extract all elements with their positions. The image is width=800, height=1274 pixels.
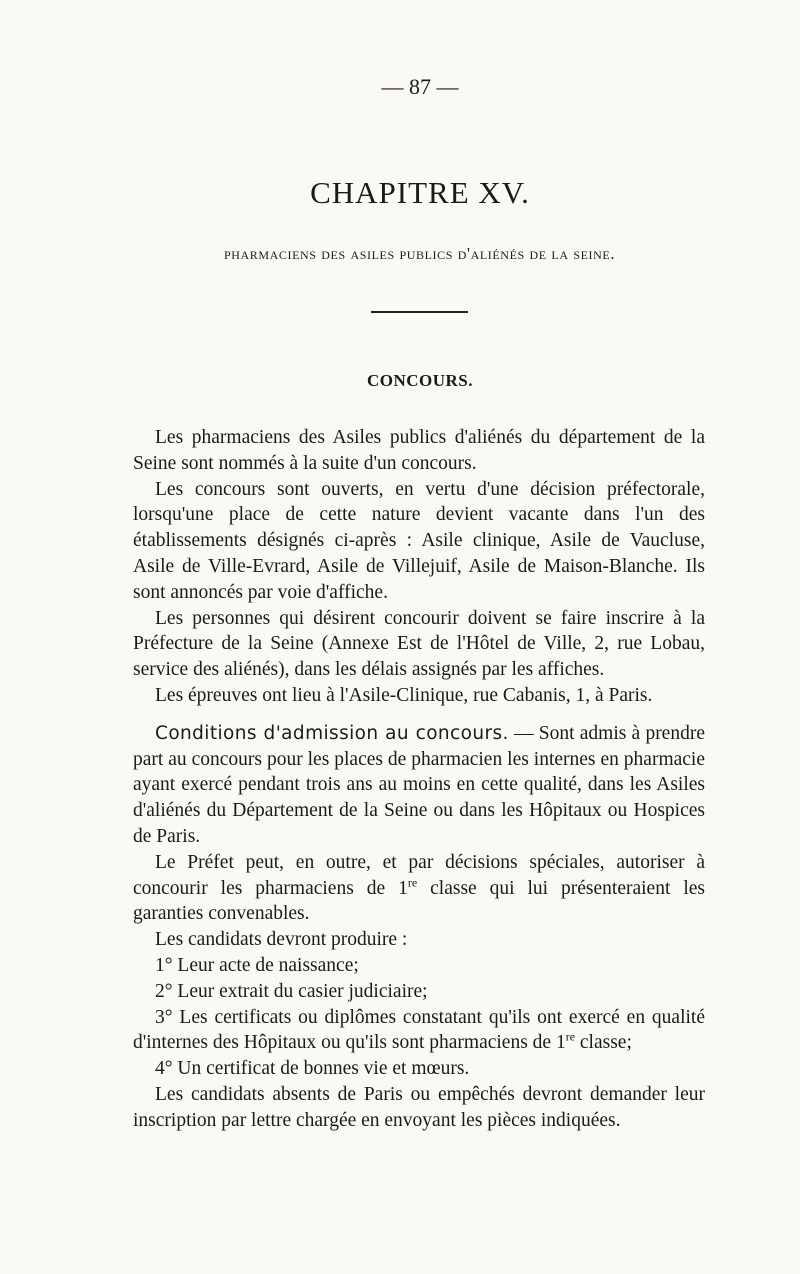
paragraph: Les pharmaciens des Asiles publics d'aliénés du département de la Seine sont nommés à la suite d'un concours. [133, 427, 705, 474]
paragraph: Les personnes qui désirent concourir doivent se faire inscrire à la Préfecture de la Seine (Annexe Est de l'Hôtel de Ville, 2, rue Lobau, service des aliénés), dans les délais assignés par les affiches. [133, 607, 705, 681]
list-item-text-end: classe; [575, 1032, 632, 1054]
conditions-text: — Sont admis à prendre part au concours pour les places de pharmacien les internes en pharmacie ayant exercé pendant trois ans au moins en cette qualité, dans les Asiles d'aliénés du Département de la Seine ou dans les Hôpitaux ou Hospices de Paris. [133, 722, 705, 847]
body-text [133, 425, 705, 1134]
paragraph: Les concours sont ouverts, en vertu d'une décision préfectorale, lorsqu'une place de cette nature devient vacante dans l'un des établissements désignés ci-après : Asile clinique, Asile de Vaucluse, Asile de Ville-Evrard, Asile de Villejuif, Asile de Maison-Blanche. Ils sont annoncés par voie d'affiche. [133, 478, 705, 603]
prefet-text-end: classe qui lui présenteraient les garanties convenables. [133, 877, 705, 925]
closing-paragraph: Les candidats absents de Paris ou empêchés devront demander leur inscription par lettre chargée en envoyant les pièces indiquées. [133, 1083, 705, 1131]
list-item [133, 1005, 705, 1057]
list-item-text: 3° Les certificats ou diplômes constatant qu'ils ont exercé en qualité d'internes des Hôpitaux ou qu'ils sont pharmaciens de 1 [133, 1006, 705, 1054]
divider-rule [371, 311, 468, 313]
list-item: 1° Leur acte de naissance; [155, 954, 359, 976]
candidats-intro: Les candidats devront produire : [155, 929, 408, 951]
prefet-paragraph [133, 850, 705, 927]
superscript: re [565, 1029, 576, 1044]
list-item: 4° Un certificat de bonnes vie et mœurs. [155, 1058, 470, 1080]
paragraph: Les épreuves ont lieu à l'Asile-Clinique, rue Cabanis, 1, à Paris. [155, 684, 653, 706]
list-item: 2° Leur extrait du casier judiciaire; [155, 980, 428, 1002]
page-number: — 87 — [381, 74, 459, 99]
section-heading: CONCOURS. [366, 371, 474, 390]
chapter-subtitle: pharmaciens des asiles publics d'aliénés de la seine. [223, 244, 616, 263]
conditions-heading: Conditions d'admission au concours. [155, 722, 509, 744]
chapter-title: CHAPITRE XV. [310, 175, 530, 210]
prefet-text: Le Préfet peut, en outre, et par décisions spéciales, autoriser à concourir les pharmaciens de 1 [133, 851, 705, 899]
superscript: re [407, 875, 418, 890]
conditions-paragraph [133, 721, 705, 850]
